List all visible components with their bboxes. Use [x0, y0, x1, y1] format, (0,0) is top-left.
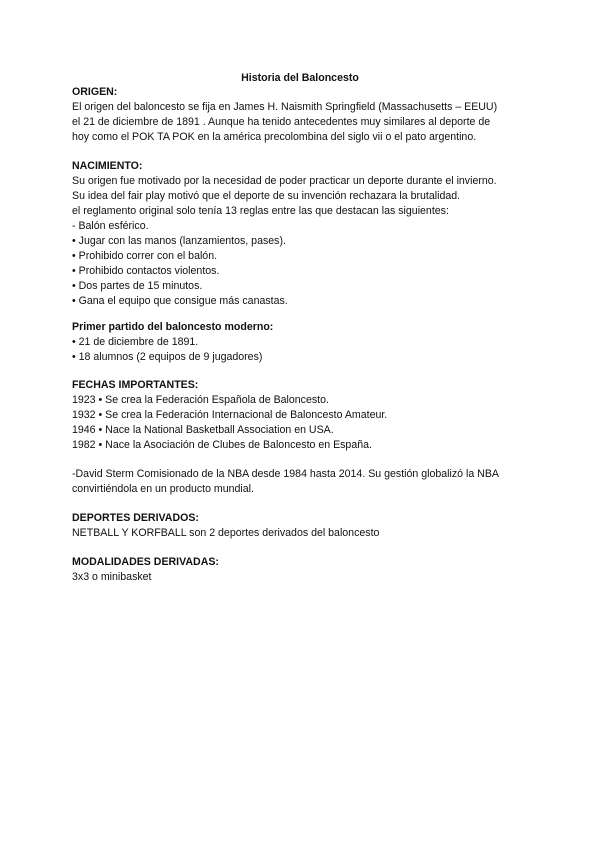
paragraph-line: Su idea del fair play motivó que el deporte de su invención rechazara la brutalidad. — [72, 190, 461, 202]
paragraph-line: hoy como el POK TA POK en la américa precolombina del siglo vii o el pato argentino. — [72, 131, 477, 143]
paragraph-line: NETBALL Y KORFBALL son 2 deportes derivados del baloncesto — [72, 527, 380, 539]
section-modalidades-derivadas — [72, 555, 542, 585]
list-item: 1982 • Nace la Asociación de Clubes de Baloncesto en España. — [72, 439, 372, 451]
list-item: • 21 de diciembre de 1891. — [72, 336, 199, 348]
section-heading: DEPORTES DERIVADOS: — [72, 512, 199, 524]
paragraph-line: el reglamento original solo tenía 13 reglas entre las que destacan las siguientes: — [72, 205, 449, 217]
list-item: • Prohibido contactos violentos. — [72, 265, 220, 277]
list-item: 1923 • Se crea la Federación Española de Baloncesto. — [72, 394, 329, 406]
list-item: • Dos partes de 15 minutos. — [72, 280, 203, 292]
list-item: • Prohibido correr con el balón. — [72, 250, 218, 262]
list-item: • Gana el equipo que consigue más canastas. — [72, 295, 288, 307]
list-item: • Jugar con las manos (lanzamientos, pases). — [72, 235, 286, 247]
section-nota-nba — [72, 467, 542, 497]
section-heading: MODALIDADES DERIVADAS: — [72, 556, 219, 568]
list-item: - Balón esférico. — [72, 220, 149, 232]
section-heading: FECHAS IMPORTANTES: — [72, 379, 199, 391]
paragraph-line: -David Sterm Comisionado de la NBA desde 1984 hasta 2014. Su gestión globalizó la NBA — [72, 468, 499, 480]
paragraph-line: convirtiéndola en un producto mundial. — [72, 483, 254, 495]
list-item: 1932 • Se crea la Federación Internacional de Baloncesto Amateur. — [72, 409, 388, 421]
section-primer-partido — [72, 320, 542, 365]
list-item: • 18 alumnos (2 equipos de 9 jugadores) — [72, 351, 263, 363]
list-item: 1946 • Nace la National Basketball Association en USA. — [72, 424, 334, 436]
document-title: Historia del Baloncesto — [241, 72, 359, 84]
paragraph-line: 3x3 o minibasket — [72, 571, 152, 583]
paragraph-line: el 21 de diciembre de 1891 . Aunque ha tenido antecedentes muy similares al deporte de — [72, 116, 491, 128]
section-heading: ORIGEN: — [72, 86, 118, 98]
section-nacimiento — [72, 159, 542, 309]
section-heading: Primer partido del baloncesto moderno: — [72, 321, 274, 333]
paragraph-line: El origen del baloncesto se fija en James H. Naismith Springfield (Massachusetts – EEUU) — [72, 101, 498, 113]
section-deportes-derivados — [72, 511, 542, 541]
section-origen — [72, 85, 542, 145]
section-heading: NACIMIENTO: — [72, 160, 143, 172]
paragraph-line: Su origen fue motivado por la necesidad de poder practicar un deporte durante el invierno. — [72, 175, 497, 187]
section-fechas-importantes — [72, 378, 542, 453]
